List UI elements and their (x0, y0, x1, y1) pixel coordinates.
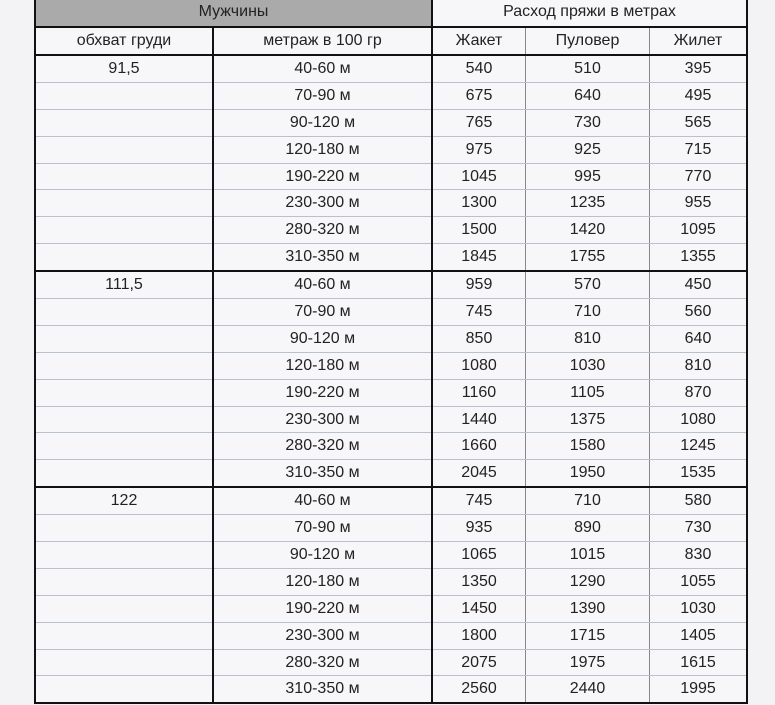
vest-cell: 730 (650, 515, 748, 542)
header-row-top (35, 0, 747, 27)
jacket-cell: 1440 (432, 406, 526, 433)
col-pullover: Пуловер (526, 27, 650, 55)
vest-cell: 580 (650, 487, 748, 514)
yarn-usage-header: Расход пряжи в метрах (432, 0, 747, 27)
chest-girth-cell: 122 (35, 487, 213, 514)
yardage-cell: 280-320 м (213, 649, 432, 676)
yardage-cell: 40-60 м (213, 271, 432, 298)
table-body (35, 55, 747, 703)
chest-girth-cell: 111,5 (35, 271, 213, 298)
vest-cell: 1615 (650, 649, 748, 676)
pullover-cell: 1290 (526, 568, 650, 595)
yarn-usage-table (34, 0, 748, 704)
pullover-cell: 710 (526, 487, 650, 514)
jacket-cell: 1660 (432, 433, 526, 460)
chest-girth-cell (35, 515, 213, 542)
chest-girth-cell (35, 568, 213, 595)
table-row (35, 406, 747, 433)
chest-girth-cell (35, 190, 213, 217)
chest-girth-cell (35, 217, 213, 244)
table-row (35, 595, 747, 622)
pullover-cell: 1390 (526, 595, 650, 622)
vest-cell: 1405 (650, 622, 748, 649)
yardage-cell: 280-320 м (213, 433, 432, 460)
jacket-cell: 1065 (432, 542, 526, 569)
vest-cell: 715 (650, 136, 748, 163)
jacket-cell: 1080 (432, 352, 526, 379)
jacket-cell: 1845 (432, 244, 526, 271)
pullover-cell: 640 (526, 82, 650, 109)
pullover-cell: 1375 (526, 406, 650, 433)
yardage-cell: 70-90 м (213, 82, 432, 109)
yardage-cell: 40-60 м (213, 55, 432, 82)
vest-cell: 495 (650, 82, 748, 109)
vest-cell: 1055 (650, 568, 748, 595)
pullover-cell: 730 (526, 109, 650, 136)
jacket-cell: 1350 (432, 568, 526, 595)
yardage-cell: 230-300 м (213, 622, 432, 649)
jacket-cell: 1500 (432, 217, 526, 244)
yarn-usage-table-container (34, 0, 748, 704)
jacket-cell: 850 (432, 325, 526, 352)
yardage-cell: 70-90 м (213, 299, 432, 326)
pullover-cell: 925 (526, 136, 650, 163)
yardage-cell: 120-180 м (213, 568, 432, 595)
vest-cell: 1355 (650, 244, 748, 271)
men-header: Мужчины (35, 0, 432, 27)
yardage-cell: 190-220 м (213, 595, 432, 622)
col-chest-girth: обхват груди (35, 27, 213, 55)
table-row (35, 487, 747, 514)
chest-girth-cell (35, 163, 213, 190)
vest-cell: 770 (650, 163, 748, 190)
jacket-cell: 1450 (432, 595, 526, 622)
table-row (35, 568, 747, 595)
pullover-cell: 1755 (526, 244, 650, 271)
chest-girth-cell: 91,5 (35, 55, 213, 82)
pullover-cell: 995 (526, 163, 650, 190)
vest-cell: 1995 (650, 676, 748, 703)
jacket-cell: 745 (432, 487, 526, 514)
chest-girth-cell (35, 109, 213, 136)
jacket-cell: 675 (432, 82, 526, 109)
yardage-cell: 90-120 м (213, 325, 432, 352)
chest-girth-cell (35, 299, 213, 326)
jacket-cell: 1045 (432, 163, 526, 190)
table-row (35, 460, 747, 487)
jacket-cell: 2045 (432, 460, 526, 487)
yardage-cell: 70-90 м (213, 515, 432, 542)
header-row-columns (35, 27, 747, 55)
jacket-cell: 975 (432, 136, 526, 163)
yardage-cell: 230-300 м (213, 406, 432, 433)
vest-cell: 1535 (650, 460, 748, 487)
pullover-cell: 1420 (526, 217, 650, 244)
table-row (35, 433, 747, 460)
table-row (35, 136, 747, 163)
vest-cell: 810 (650, 352, 748, 379)
jacket-cell: 959 (432, 271, 526, 298)
chest-girth-cell (35, 460, 213, 487)
pullover-cell: 1105 (526, 379, 650, 406)
table-row (35, 244, 747, 271)
table-row (35, 82, 747, 109)
yardage-cell: 120-180 м (213, 136, 432, 163)
yardage-cell: 190-220 м (213, 379, 432, 406)
yardage-cell: 310-350 м (213, 244, 432, 271)
yardage-cell: 310-350 м (213, 460, 432, 487)
table-row (35, 163, 747, 190)
vest-cell: 395 (650, 55, 748, 82)
vest-cell: 870 (650, 379, 748, 406)
chest-girth-cell (35, 622, 213, 649)
vest-cell: 1095 (650, 217, 748, 244)
pullover-cell: 2440 (526, 676, 650, 703)
jacket-cell: 1160 (432, 379, 526, 406)
pullover-cell: 1030 (526, 352, 650, 379)
table-row (35, 217, 747, 244)
yardage-cell: 90-120 м (213, 109, 432, 136)
chest-girth-cell (35, 82, 213, 109)
pullover-cell: 710 (526, 299, 650, 326)
table-row (35, 649, 747, 676)
chest-girth-cell (35, 379, 213, 406)
jacket-cell: 2075 (432, 649, 526, 676)
jacket-cell: 1800 (432, 622, 526, 649)
yardage-cell: 90-120 м (213, 542, 432, 569)
pullover-cell: 1015 (526, 542, 650, 569)
yardage-cell: 310-350 м (213, 676, 432, 703)
table-row (35, 190, 747, 217)
jacket-cell: 765 (432, 109, 526, 136)
vest-cell: 565 (650, 109, 748, 136)
table-row (35, 55, 747, 82)
vest-cell: 1245 (650, 433, 748, 460)
pullover-cell: 1975 (526, 649, 650, 676)
jacket-cell: 745 (432, 299, 526, 326)
yardage-cell: 230-300 м (213, 190, 432, 217)
chest-girth-cell (35, 433, 213, 460)
table-row (35, 109, 747, 136)
table-row (35, 325, 747, 352)
chest-girth-cell (35, 676, 213, 703)
chest-girth-cell (35, 352, 213, 379)
pullover-cell: 1235 (526, 190, 650, 217)
yardage-cell: 40-60 м (213, 487, 432, 514)
yardage-cell: 120-180 м (213, 352, 432, 379)
vest-cell: 450 (650, 271, 748, 298)
table-row (35, 542, 747, 569)
col-vest: Жилет (650, 27, 748, 55)
vest-cell: 560 (650, 299, 748, 326)
chest-girth-cell (35, 649, 213, 676)
pullover-cell: 890 (526, 515, 650, 542)
pullover-cell: 1580 (526, 433, 650, 460)
pullover-cell: 810 (526, 325, 650, 352)
col-jacket: Жакет (432, 27, 526, 55)
chest-girth-cell (35, 406, 213, 433)
jacket-cell: 1300 (432, 190, 526, 217)
table-row (35, 622, 747, 649)
table-row (35, 299, 747, 326)
table-row (35, 676, 747, 703)
jacket-cell: 935 (432, 515, 526, 542)
vest-cell: 830 (650, 542, 748, 569)
chest-girth-cell (35, 244, 213, 271)
jacket-cell: 2560 (432, 676, 526, 703)
pullover-cell: 510 (526, 55, 650, 82)
vest-cell: 955 (650, 190, 748, 217)
yardage-cell: 190-220 м (213, 163, 432, 190)
table-row (35, 379, 747, 406)
chest-girth-cell (35, 136, 213, 163)
yardage-cell: 280-320 м (213, 217, 432, 244)
pullover-cell: 1950 (526, 460, 650, 487)
table-row (35, 515, 747, 542)
col-yardage-per-100g: метраж в 100 гр (213, 27, 432, 55)
pullover-cell: 570 (526, 271, 650, 298)
vest-cell: 1030 (650, 595, 748, 622)
table-row (35, 271, 747, 298)
chest-girth-cell (35, 595, 213, 622)
vest-cell: 640 (650, 325, 748, 352)
chest-girth-cell (35, 542, 213, 569)
pullover-cell: 1715 (526, 622, 650, 649)
table-row (35, 352, 747, 379)
chest-girth-cell (35, 325, 213, 352)
jacket-cell: 540 (432, 55, 526, 82)
vest-cell: 1080 (650, 406, 748, 433)
